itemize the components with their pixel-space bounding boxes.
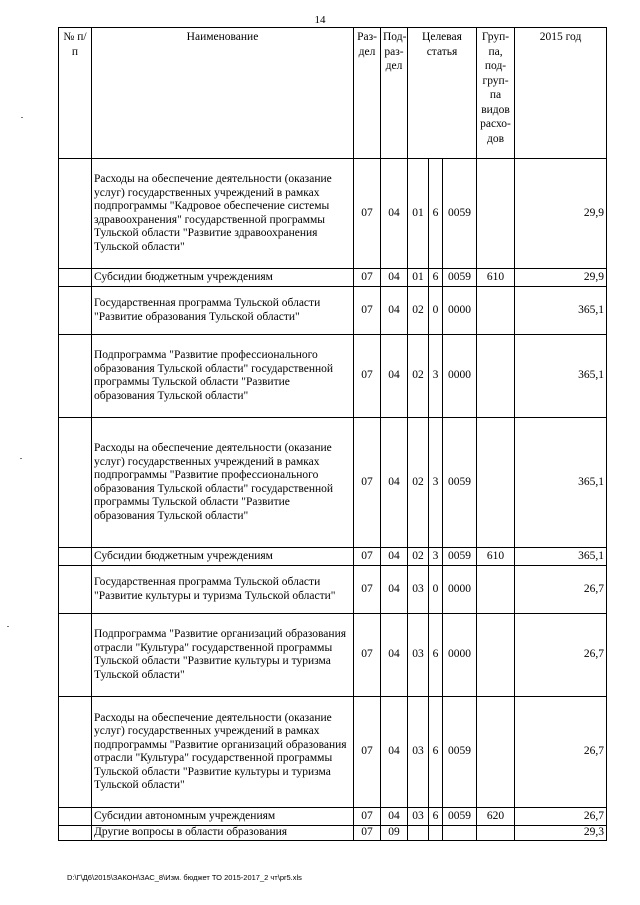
podrazdel-cell: 09 <box>381 826 408 841</box>
header-razdel: Раз-дел <box>354 28 381 159</box>
target-subprogram-cell: 6 <box>429 614 443 697</box>
expense-group-cell <box>477 335 515 418</box>
razdel-cell: 07 <box>354 614 381 697</box>
name-cell: Расходы на обеспечение деятельности (оказание услуг) государственных учреждений в рамках подпрограммы "Развитие организаций образования отрасли "Культура" государственной программы Тульской области "Развитие культуры и туризма Тульской области" <box>92 697 354 808</box>
razdel-cell: 07 <box>354 697 381 808</box>
name-cell: Субсидии автономным учреждениям <box>92 808 354 826</box>
target-direction-cell: 0000 <box>443 287 477 335</box>
name-cell: Подпрограмма "Развитие профессионального образования Тульской области" государственной программы Тульской области "Развитие образования Тульской области" <box>92 335 354 418</box>
scan-speck <box>7 626 9 627</box>
table-row <box>59 697 607 808</box>
table-row <box>59 335 607 418</box>
target-program-cell <box>408 826 429 841</box>
file-path-footer: D:\Г\Д6\2015\ЗАКОН\ЗАС_8\Изм. бюджет ТО 2015-2017_2 чт\pr5.xls <box>67 873 302 882</box>
target-program-cell: 03 <box>408 697 429 808</box>
name-cell: Другие вопросы в области образования <box>92 826 354 841</box>
target-subprogram-cell: 0 <box>429 566 443 614</box>
header-year-2015: 2015 год <box>515 28 607 159</box>
amount-cell: 29,9 <box>515 159 607 269</box>
target-program-cell: 03 <box>408 808 429 826</box>
target-subprogram-cell: 0 <box>429 287 443 335</box>
target-direction-cell: 0059 <box>443 269 477 287</box>
podrazdel-cell: 04 <box>381 566 408 614</box>
razdel-cell: 07 <box>354 548 381 566</box>
budget-table <box>58 27 607 841</box>
expense-group-cell <box>477 159 515 269</box>
expense-group-cell <box>477 418 515 548</box>
target-direction-cell: 0059 <box>443 548 477 566</box>
row-number-cell <box>59 697 92 808</box>
amount-cell: 365,1 <box>515 335 607 418</box>
amount-cell: 365,1 <box>515 548 607 566</box>
razdel-cell: 07 <box>354 808 381 826</box>
table-row <box>59 808 607 826</box>
razdel-cell: 07 <box>354 269 381 287</box>
target-program-cell: 01 <box>408 159 429 269</box>
razdel-cell: 07 <box>354 335 381 418</box>
table-row <box>59 614 607 697</box>
amount-cell: 26,7 <box>515 614 607 697</box>
target-program-cell: 03 <box>408 614 429 697</box>
expense-group-cell <box>477 697 515 808</box>
name-cell: Расходы на обеспечение деятельности (оказание услуг) государственных учреждений в рамках подпрограммы "Кадровое обеспечение системы здравоохранения" государственной программы Тульской области "Развитие здравоохранения Тульской области" <box>92 159 354 269</box>
target-subprogram-cell: 3 <box>429 335 443 418</box>
name-cell: Государственная программа Тульской области "Развитие образования Тульской области" <box>92 287 354 335</box>
row-number-cell <box>59 418 92 548</box>
scan-speck <box>21 117 23 118</box>
table-header-row <box>59 28 607 159</box>
podrazdel-cell: 04 <box>381 287 408 335</box>
podrazdel-cell: 04 <box>381 269 408 287</box>
target-direction-cell: 0059 <box>443 159 477 269</box>
target-subprogram-cell: 6 <box>429 697 443 808</box>
target-subprogram-cell: 3 <box>429 548 443 566</box>
name-cell: Субсидии бюджетным учреждениям <box>92 269 354 287</box>
expense-group-cell <box>477 826 515 841</box>
target-subprogram-cell <box>429 826 443 841</box>
header-podrazdel: Под-раз-дел <box>381 28 408 159</box>
name-cell: Субсидии бюджетным учреждениям <box>92 548 354 566</box>
table-row <box>59 418 607 548</box>
header-expense-group: Груп-па, под-груп-па видов расхо-дов <box>477 28 515 159</box>
podrazdel-cell: 04 <box>381 159 408 269</box>
amount-cell: 26,7 <box>515 697 607 808</box>
expense-group-cell: 610 <box>477 548 515 566</box>
target-program-cell: 02 <box>408 287 429 335</box>
row-number-cell <box>59 269 92 287</box>
podrazdel-cell: 04 <box>381 808 408 826</box>
row-number-cell <box>59 808 92 826</box>
target-direction-cell: 0059 <box>443 418 477 548</box>
table-row <box>59 826 607 841</box>
target-subprogram-cell: 6 <box>429 269 443 287</box>
target-direction-cell: 0059 <box>443 697 477 808</box>
target-program-cell: 02 <box>408 418 429 548</box>
razdel-cell: 07 <box>354 826 381 841</box>
target-direction-cell: 0000 <box>443 566 477 614</box>
target-program-cell: 02 <box>408 335 429 418</box>
table-row <box>59 566 607 614</box>
table-row <box>59 287 607 335</box>
row-number-cell <box>59 566 92 614</box>
target-subprogram-cell: 3 <box>429 418 443 548</box>
podrazdel-cell: 04 <box>381 418 408 548</box>
header-name: Наименование <box>92 28 354 159</box>
amount-cell: 365,1 <box>515 418 607 548</box>
row-number-cell <box>59 335 92 418</box>
amount-cell: 26,7 <box>515 808 607 826</box>
scan-speck <box>20 458 22 459</box>
target-subprogram-cell: 6 <box>429 808 443 826</box>
target-program-cell: 01 <box>408 269 429 287</box>
name-cell: Подпрограмма "Развитие организаций образования отрасли "Культура" государственной программы Тульской области "Развитие культуры и туризма Тульской области" <box>92 614 354 697</box>
row-number-cell <box>59 159 92 269</box>
table-row <box>59 159 607 269</box>
target-direction-cell: 0000 <box>443 614 477 697</box>
expense-group-cell <box>477 566 515 614</box>
target-program-cell: 03 <box>408 566 429 614</box>
page-number: 14 <box>314 14 326 26</box>
table-row <box>59 269 607 287</box>
row-number-cell <box>59 614 92 697</box>
row-number-cell <box>59 287 92 335</box>
podrazdel-cell: 04 <box>381 614 408 697</box>
podrazdel-cell: 04 <box>381 335 408 418</box>
target-subprogram-cell: 6 <box>429 159 443 269</box>
razdel-cell: 07 <box>354 418 381 548</box>
target-direction-cell: 0000 <box>443 335 477 418</box>
row-number-cell <box>59 826 92 841</box>
row-number-cell <box>59 548 92 566</box>
expense-group-cell: 620 <box>477 808 515 826</box>
target-direction-cell <box>443 826 477 841</box>
amount-cell: 29,3 <box>515 826 607 841</box>
razdel-cell: 07 <box>354 287 381 335</box>
podrazdel-cell: 04 <box>381 548 408 566</box>
header-target-article: Целевая статья <box>408 28 477 159</box>
expense-group-cell <box>477 287 515 335</box>
header-num: № п/п <box>59 28 92 159</box>
expense-group-cell: 610 <box>477 269 515 287</box>
table-row <box>59 548 607 566</box>
razdel-cell: 07 <box>354 566 381 614</box>
amount-cell: 365,1 <box>515 287 607 335</box>
amount-cell: 29,9 <box>515 269 607 287</box>
amount-cell: 26,7 <box>515 566 607 614</box>
expense-group-cell <box>477 614 515 697</box>
name-cell: Расходы на обеспечение деятельности (оказание услуг) государственных учреждений в рамках подпрограммы "Развитие профессионального образования Тульской области" государственной программы Тульской области "Развитие образования Тульской области" <box>92 418 354 548</box>
target-program-cell: 02 <box>408 548 429 566</box>
name-cell: Государственная программа Тульской области "Развитие культуры и туризма Тульской области" <box>92 566 354 614</box>
razdel-cell: 07 <box>354 159 381 269</box>
target-direction-cell: 0059 <box>443 808 477 826</box>
podrazdel-cell: 04 <box>381 697 408 808</box>
